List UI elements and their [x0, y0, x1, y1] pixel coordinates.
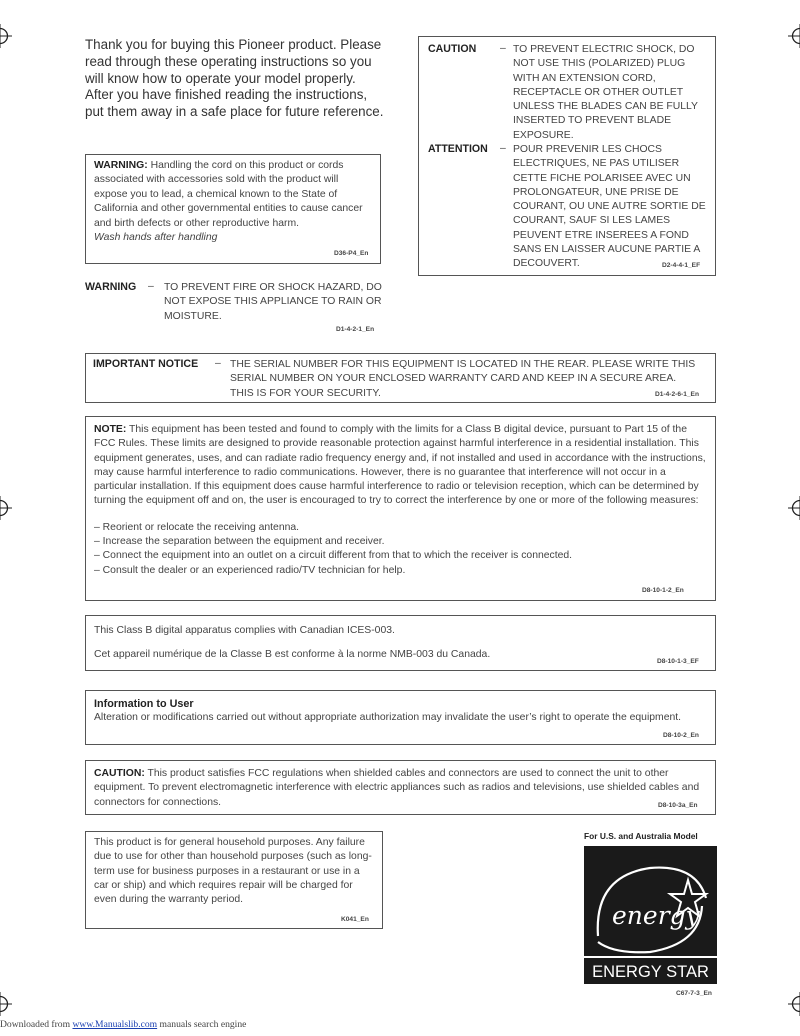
household-use-code: K041_En: [341, 916, 369, 923]
intro-paragraph: Thank you for buying this Pioneer product. Please read through these operating instructions so you will know how to operate your model properly. After you have finished reading the instructions, put them away in a safe place for future reference.: [85, 37, 384, 120]
information-to-user-title: Information to User: [94, 698, 194, 710]
caution-label: CAUTION: [428, 43, 477, 55]
important-notice-box: [85, 353, 716, 403]
attention-label: ATTENTION: [428, 143, 488, 155]
caution-text: TO PREVENT ELECTRIC SHOCK, DO NOT USE THIS (POLARIZED) PLUG WITH AN EXTENSION CORD, RECEPTACLE OR OTHER OUTLET UNLESS THE BLADES CAN BE FULLY INSERTED TO PREVENT BLADE EXPOSURE.: [513, 44, 698, 141]
footer-prefix: Downloaded from: [0, 1019, 71, 1030]
fire-warning-label: WARNING: [85, 281, 137, 293]
footer-suffix: manuals search engine: [159, 1019, 247, 1030]
shielded-cable-code: D8-10-3a_En: [658, 802, 698, 809]
lead-warning-body: Handling the cord on this product or cords associated with accessories sold with the product will expose you to lead, a chemical known to the State of California and other governmental entities to cause cancer and birth defects or other reproductive harm.: [94, 160, 363, 229]
download-footer: [0, 1019, 246, 1030]
important-notice-text: THE SERIAL NUMBER FOR THIS EQUIPMENT IS LOCATED IN THE REAR. PLEASE WRITE THIS SERIAL NUMBER ON YOUR ENCLOSED WARRANTY CARD AND KEEP IN A SECURE AREA. THIS IS FOR YOUR SECURITY.: [230, 359, 696, 399]
important-notice-label: IMPORTANT NOTICE: [93, 358, 199, 370]
fcc-note-box: [85, 416, 716, 601]
registration-mark-top-right: [788, 24, 800, 48]
plug-caution-box: [418, 36, 716, 276]
list-item: – Reorient or relocate the receiving antenna.: [94, 521, 300, 533]
registration-mark-mid-right: [788, 496, 800, 520]
shielded-cable-caution-box: [85, 760, 716, 815]
list-item: – Consult the dealer or an experienced radio/TV technician for help.: [94, 564, 406, 576]
registration-mark-bottom-right: [788, 992, 800, 1016]
canada-english-text: This Class B digital apparatus complies with Canadian ICES-003.: [94, 625, 395, 636]
fcc-note-code: D8-10-1-2_En: [642, 587, 684, 594]
important-notice-dash: –: [215, 358, 221, 369]
fcc-note-label: NOTE:: [94, 424, 127, 435]
energy-star-label: ENERGY STAR: [592, 963, 709, 981]
canada-code: D8-10-1-3_EF: [657, 658, 699, 665]
fire-warning-dash: –: [148, 281, 154, 292]
manualslib-link[interactable]: www.Manualslib.com: [72, 1019, 158, 1030]
energy-star-emblem: [584, 846, 717, 984]
fire-warning-code: D1-4-2-1_En: [336, 326, 375, 333]
household-use-text: This product is for general household purposes. Any failure due to use for other than household purposes (such as long-term use for business purposes in a restaurant or use in a car or ship) and which requires repair will be charged for even during the warranty period.: [94, 837, 372, 906]
fire-warning-text: TO PREVENT FIRE OR SHOCK HAZARD, DO NOT EXPOSE THIS APPLIANCE TO RAIN OR MOISTURE.: [164, 282, 382, 322]
lead-warning-code: D36-P4_En: [334, 250, 369, 257]
lead-warning-box: [85, 154, 381, 264]
information-to-user-box: [85, 690, 716, 745]
information-to-user-text: Alteration or modifications carried out without appropriate authorization may invalidate the user’s right to operate the equipment.: [94, 712, 682, 724]
household-use-box: [85, 831, 383, 929]
caution-code: D2-4-4-1_EF: [662, 262, 701, 269]
shielded-cable-paragraph: [94, 767, 707, 810]
lead-warning-label: WARNING:: [94, 160, 148, 171]
canada-french-text: Cet appareil numérique de la Classe B est conforme à la norme NMB-003 du Canada.: [94, 649, 491, 661]
energy-script-text: energy: [612, 901, 700, 930]
shielded-cable-text: This product satisfies FCC regulations when shielded cables and connectors are used to connect the unit to other equipment. To prevent electromagnetic interference with electric appliances such as radios and televisions, use shielded cables and connectors for connections.: [94, 768, 700, 808]
lead-warning-text: [94, 159, 374, 245]
registration-mark-top-left: [0, 24, 12, 48]
attention-dash: –: [500, 143, 506, 154]
fcc-note-paragraph: [94, 423, 707, 509]
fcc-note-text: This equipment has been tested and found to comply with the limits for a Class B digital device, pursuant to Part 15 of the FCC Rules. These limits are designed to provide reasonable protection against harmful interference in a residential installation. This equipment generates, uses, and can radiate radio frequency energy and, if not installed and used in accordance with the instructions, may cause harmful interference to radio communications. However, there is no guarantee that interference will not occur in a particular installation. If this equipment does cause harmful interference to radio or television reception, which can be determined by turning the equipment off and on, the user is encouraged to try to correct the interference by one or more of the following measures:: [94, 424, 706, 507]
list-item: – Increase the separation between the equipment and receiver.: [94, 536, 385, 548]
registration-mark-bottom-left: [0, 992, 12, 1016]
list-item: – Connect the equipment into an outlet on a circuit different from that to which the receiver is connected.: [94, 550, 573, 562]
attention-text: POUR PREVENIR LES CHOCS ELECTRIQUES, NE PAS UTILISER CETTE FICHE POLARISEE AVEC UN PROLONGATEUR, UNE PRISE DE COURANT, OU UNE AUTRE SORTIE DE COURANT, SAUF SI LES LAMES PEUVENT ETRE INSEREES A FOND SANS EN LAISSER AUCUNE PARTIE A DECOUVERT.: [513, 144, 706, 270]
important-notice-code: D1-4-2-6-1_En: [655, 391, 699, 398]
caution-dash: –: [500, 43, 506, 54]
shielded-cable-label: CAUTION:: [94, 768, 145, 779]
energy-star-code: C67-7-3_En: [676, 990, 712, 997]
canada-ices-box: [85, 615, 716, 671]
wash-hands-note: Wash hands after handling: [94, 232, 218, 244]
energy-star-logo: [584, 846, 717, 984]
registration-mark-mid-left: [0, 496, 12, 520]
information-to-user-code: D8-10-2_En: [663, 732, 699, 739]
interference-measures-list: [94, 521, 707, 578]
energy-star-caption: For U.S. and Australia Model: [584, 831, 698, 841]
